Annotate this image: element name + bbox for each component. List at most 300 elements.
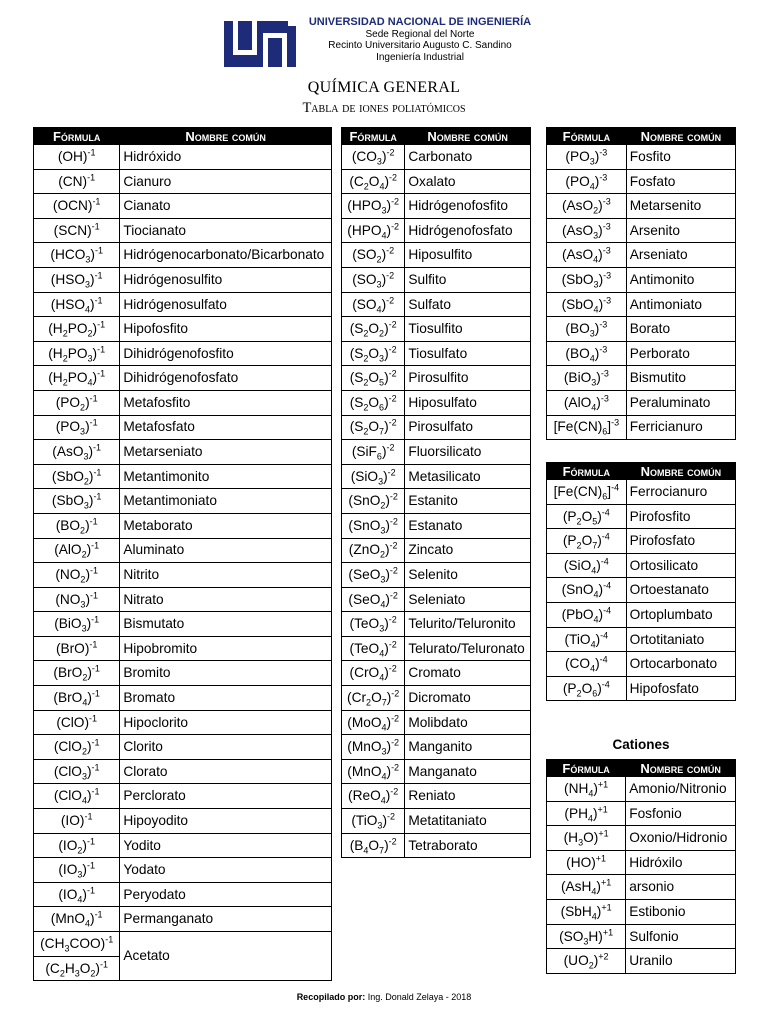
formula-cell: $(ClO_2)^{-1}$ bbox=[34, 735, 120, 760]
table-row bbox=[34, 366, 332, 391]
formula-cell: $(MnO_4)^{-2}$ bbox=[342, 759, 405, 784]
table-row bbox=[342, 833, 531, 858]
formula-cell: $[Fe(CN)_6]^{-3}$ bbox=[547, 415, 627, 440]
table-row bbox=[34, 686, 332, 711]
table-row bbox=[342, 612, 531, 637]
formula-cell: $(TiO_4)^{-4}$ bbox=[547, 627, 627, 652]
ion-table-monovalent bbox=[33, 127, 332, 981]
name-cell: Pirosulfito bbox=[405, 366, 531, 391]
formula-cell: $(SO_2)^{-2}$ bbox=[342, 243, 405, 268]
formula-cell: $(AsH_4)^{+1}$ bbox=[547, 875, 626, 900]
table-row bbox=[342, 145, 531, 170]
name-cell: Estanato bbox=[405, 513, 531, 538]
formula-cell: $(ZnO_2)^{-2}$ bbox=[342, 538, 405, 563]
name-cell: arsonio bbox=[626, 875, 736, 900]
col-header-name: Nombre común bbox=[120, 128, 332, 145]
name-cell: Cianato bbox=[120, 194, 332, 219]
name-cell: Ortoestanato bbox=[626, 578, 735, 603]
table-row bbox=[547, 529, 736, 554]
name-cell: Metasilicato bbox=[405, 464, 531, 489]
col-header-formula: Fórmula bbox=[547, 760, 626, 777]
formula-cell: $(NO_2)^{-1}$ bbox=[34, 563, 120, 588]
formula-cell: $(BO_4)^{-3}$ bbox=[547, 341, 627, 366]
name-cell: Peryodato bbox=[120, 882, 332, 907]
formula-cell: $(AlO_4)^{-3}$ bbox=[547, 390, 627, 415]
ion-table-trivalent bbox=[546, 127, 736, 440]
name-cell: Bismutato bbox=[120, 612, 332, 637]
table-row bbox=[547, 145, 736, 170]
name-cell: Metaborato bbox=[120, 513, 332, 538]
name-cell: Sulfonio bbox=[626, 924, 736, 949]
formula-cell: $(PO_3)^{-3}$ bbox=[547, 145, 627, 170]
table-row bbox=[547, 243, 736, 268]
table-row bbox=[34, 390, 332, 415]
name-cell: Ferrocianuro bbox=[626, 480, 735, 505]
table-row bbox=[34, 538, 332, 563]
formula-cell: $(SO_3)^{-2}$ bbox=[342, 267, 405, 292]
table-row bbox=[547, 317, 736, 342]
header-line-3: Ingeniería Industrial bbox=[376, 51, 464, 63]
formula-cell: $(TiO_3)^{-2}$ bbox=[342, 809, 405, 834]
name-cell: Fosfato bbox=[626, 169, 735, 194]
formula-cell: $(P_2O_6)^{-4}$ bbox=[547, 676, 627, 701]
table-row bbox=[34, 710, 332, 735]
header-line-2: Recinto Universitario Augusto C. Sandino bbox=[328, 40, 512, 51]
name-cell: Yodito bbox=[120, 833, 332, 858]
formula-cell: $(SbO_3)^{-3}$ bbox=[547, 267, 627, 292]
formula-cell: $(CO_4)^{-4}$ bbox=[547, 652, 627, 677]
table-row bbox=[34, 341, 332, 366]
formula-cell: $(PO_4)^{-3}$ bbox=[547, 169, 627, 194]
formula-cell: $(AsO_3)^{-1}$ bbox=[34, 440, 120, 465]
formula-cell: $(S_2O_6)^{-2}$ bbox=[342, 390, 405, 415]
formula-cell: $(ReO_4)^{-2}$ bbox=[342, 784, 405, 809]
name-cell: Acetato bbox=[120, 932, 332, 981]
name-cell: Hidrógenosulfito bbox=[120, 267, 332, 292]
formula-cell: $(BiO_3)^{-3}$ bbox=[547, 366, 627, 391]
table-row bbox=[547, 504, 736, 529]
name-cell: Hidrógenofosfato bbox=[405, 218, 531, 243]
formula-cell: $(AsO_2)^{-3}$ bbox=[547, 194, 627, 219]
footer-author: Ing. Donald Zelaya - 2018 bbox=[367, 992, 472, 1002]
page-subtitle: Tabla de iones poliatómicos bbox=[302, 100, 466, 116]
table-row bbox=[34, 292, 332, 317]
table-row bbox=[342, 636, 531, 661]
table-row bbox=[547, 169, 736, 194]
formula-cell: $(C_2H_3O_2)^{-1}$ bbox=[34, 956, 120, 981]
name-cell: Fluorsilicato bbox=[405, 440, 531, 465]
name-cell: Estanito bbox=[405, 489, 531, 514]
institution-header bbox=[300, 17, 540, 63]
formula-cell: $(SiO_4)^{-4}$ bbox=[547, 553, 627, 578]
formula-cell: $(S_2O_7)^{-2}$ bbox=[342, 415, 405, 440]
name-cell: Yodato bbox=[120, 858, 332, 883]
formula-cell: $(TeO_4)^{-2}$ bbox=[342, 636, 405, 661]
name-cell: Bromato bbox=[120, 686, 332, 711]
table-row bbox=[342, 440, 531, 465]
table-row bbox=[34, 661, 332, 686]
formula-cell: $(SnO_3)^{-2}$ bbox=[342, 513, 405, 538]
table-row bbox=[34, 440, 332, 465]
formula-cell: $(HSO_3)^{-1}$ bbox=[34, 267, 120, 292]
table-row bbox=[342, 194, 531, 219]
name-cell: Borato bbox=[626, 317, 735, 342]
table-row bbox=[342, 341, 531, 366]
table-row bbox=[34, 513, 332, 538]
table-row bbox=[342, 366, 531, 391]
formula-cell: $(H_3O)^{+1}$ bbox=[547, 826, 626, 851]
formula-cell: $(BiO_3)^{-1}$ bbox=[34, 612, 120, 637]
ion-table-divalent bbox=[341, 127, 531, 858]
table-row bbox=[34, 809, 332, 834]
table-row bbox=[547, 899, 736, 924]
table-row bbox=[342, 292, 531, 317]
name-cell: Ferricianuro bbox=[626, 415, 735, 440]
formula-cell: $(P_2O_5)^{-4}$ bbox=[547, 504, 627, 529]
formula-cell: $(SbO_4)^{-3}$ bbox=[547, 292, 627, 317]
table-row bbox=[34, 194, 332, 219]
table-row bbox=[34, 759, 332, 784]
name-cell: Hipoyodito bbox=[120, 809, 332, 834]
table-row bbox=[547, 390, 736, 415]
table-row bbox=[34, 587, 332, 612]
formula-cell: $(NH_4)^{+1}$ bbox=[547, 777, 626, 802]
name-cell: Permanganato bbox=[120, 907, 332, 932]
name-cell: Hidróxilo bbox=[626, 850, 736, 875]
formula-cell: $(S_2O_5)^{-2}$ bbox=[342, 366, 405, 391]
table-row bbox=[547, 676, 736, 701]
name-cell: Metafosfato bbox=[120, 415, 332, 440]
table-row bbox=[34, 415, 332, 440]
table-row bbox=[547, 341, 736, 366]
name-cell: Metarseniato bbox=[120, 440, 332, 465]
formula-cell: $(HPO_3)^{-2}$ bbox=[342, 194, 405, 219]
formula-cell: $(H_2PO_4)^{-1}$ bbox=[34, 366, 120, 391]
name-cell: Metafosfito bbox=[120, 390, 332, 415]
formula-cell: $(C_2O_4)^{-2}$ bbox=[342, 169, 405, 194]
formula-cell: $(BrO_2)^{-1}$ bbox=[34, 661, 120, 686]
name-cell: Seleniato bbox=[405, 587, 531, 612]
university-name: UNIVERSIDAD NACIONAL DE INGENIERÍA bbox=[308, 16, 532, 28]
formula-cell: $(HPO_4)^{-2}$ bbox=[342, 218, 405, 243]
col-header-name: Nombre común bbox=[626, 463, 735, 480]
table-row bbox=[342, 538, 531, 563]
table-row bbox=[34, 882, 332, 907]
name-cell: Hipofosfito bbox=[120, 317, 332, 342]
col-header-formula: Fórmula bbox=[547, 128, 627, 145]
name-cell: Telurito/Teluronito bbox=[405, 612, 531, 637]
name-cell: Ortotitaniato bbox=[626, 627, 735, 652]
table-row bbox=[547, 652, 736, 677]
name-cell: Hipobromito bbox=[120, 636, 332, 661]
formula-cell: (CN)$^{-1}$ bbox=[34, 169, 120, 194]
name-cell: Hidróxido bbox=[120, 145, 332, 170]
name-cell: Carbonato bbox=[405, 145, 531, 170]
table-row bbox=[547, 850, 736, 875]
name-cell: Bromito bbox=[120, 661, 332, 686]
name-cell: Hipoclorito bbox=[120, 710, 332, 735]
table-row bbox=[342, 169, 531, 194]
formula-cell: (BrO)$^{-1}$ bbox=[34, 636, 120, 661]
table-row bbox=[34, 907, 332, 932]
name-cell: Metarsenito bbox=[626, 194, 735, 219]
table-row bbox=[547, 602, 736, 627]
table-row bbox=[34, 317, 332, 342]
table-row bbox=[342, 587, 531, 612]
formula-cell: $(H_2PO_2)^{-1}$ bbox=[34, 317, 120, 342]
table-row bbox=[34, 612, 332, 637]
name-cell: Sulfito bbox=[405, 267, 531, 292]
formula-cell: $(PO_3)^{-1}$ bbox=[34, 415, 120, 440]
name-cell: Clorito bbox=[120, 735, 332, 760]
table-row bbox=[342, 686, 531, 711]
name-cell: Dihidrógenofosfato bbox=[120, 366, 332, 391]
formula-cell: $(SiO_3)^{-2}$ bbox=[342, 464, 405, 489]
formula-cell: (HO)$^{+1}$ bbox=[547, 850, 626, 875]
col-header-name: Nombre común bbox=[405, 128, 531, 145]
table-row bbox=[547, 292, 736, 317]
formula-cell: $(P_2O_7)^{-4}$ bbox=[547, 529, 627, 554]
table-row bbox=[342, 464, 531, 489]
formula-cell: $(HCO_3)^{-1}$ bbox=[34, 243, 120, 268]
formula-cell: $(SbO_3)^{-1}$ bbox=[34, 489, 120, 514]
formula-cell: $(PH_4)^{+1}$ bbox=[547, 801, 626, 826]
name-cell: Peraluminato bbox=[626, 390, 735, 415]
table-row bbox=[547, 627, 736, 652]
table-row bbox=[34, 267, 332, 292]
name-cell: Cianuro bbox=[120, 169, 332, 194]
table-row bbox=[547, 267, 736, 292]
table-row bbox=[34, 932, 332, 957]
table-row bbox=[34, 145, 332, 170]
table-row bbox=[342, 563, 531, 588]
formula-cell: $(SbH_4)^{+1}$ bbox=[547, 899, 626, 924]
formula-cell: $(AlO_2)^{-1}$ bbox=[34, 538, 120, 563]
table-row bbox=[34, 464, 332, 489]
name-cell: Dihidrógenofosfito bbox=[120, 341, 332, 366]
formula-cell: $(MnO_4)^{-1}$ bbox=[34, 907, 120, 932]
footer-credit bbox=[0, 992, 768, 1002]
formula-cell: $(H_2PO_3)^{-1}$ bbox=[34, 341, 120, 366]
table-row bbox=[342, 243, 531, 268]
table-row bbox=[547, 826, 736, 851]
name-cell: Perborato bbox=[626, 341, 735, 366]
name-cell: Zincato bbox=[405, 538, 531, 563]
table-row bbox=[34, 735, 332, 760]
table-row bbox=[34, 858, 332, 883]
table-row bbox=[547, 218, 736, 243]
table-row bbox=[342, 759, 531, 784]
name-cell: Ortocarbonato bbox=[626, 652, 735, 677]
name-cell: Hidrógenocarbonato/Bicarbonato bbox=[120, 243, 332, 268]
formula-cell: (IO)$^{-1}$ bbox=[34, 809, 120, 834]
table-row bbox=[547, 777, 736, 802]
formula-cell: $(UO_2)^{+2}$ bbox=[547, 949, 626, 974]
name-cell: Metatitaniato bbox=[405, 809, 531, 834]
formula-cell: $(BO_2)^{-1}$ bbox=[34, 513, 120, 538]
formula-cell: $(PbO_4)^{-4}$ bbox=[547, 602, 627, 627]
name-cell: Hidrógenosulfato bbox=[120, 292, 332, 317]
table-row bbox=[342, 489, 531, 514]
name-cell: Tiosulfato bbox=[405, 341, 531, 366]
table-row bbox=[547, 578, 736, 603]
formula-cell: $(CO_3)^{-2}$ bbox=[342, 145, 405, 170]
name-cell: Manganito bbox=[405, 735, 531, 760]
formula-cell: $(ClO_4)^{-1}$ bbox=[34, 784, 120, 809]
formula-cell: $(ClO_3)^{-1}$ bbox=[34, 759, 120, 784]
name-cell: Cromato bbox=[405, 661, 531, 686]
table-row bbox=[342, 218, 531, 243]
table-row bbox=[547, 194, 736, 219]
formula-cell: $(SnO_4)^{-4}$ bbox=[547, 578, 627, 603]
formula-cell: $(AsO_3)^{-3}$ bbox=[547, 218, 627, 243]
name-cell: Hiposulfito bbox=[405, 243, 531, 268]
name-cell: Hidrógenofosfito bbox=[405, 194, 531, 219]
name-cell: Dicromato bbox=[405, 686, 531, 711]
name-cell: Tiocianato bbox=[120, 218, 332, 243]
table-row bbox=[34, 243, 332, 268]
name-cell: Pirofosfato bbox=[626, 529, 735, 554]
name-cell: Ortoplumbato bbox=[626, 602, 735, 627]
cations-title: Cationes bbox=[612, 737, 670, 752]
table-row bbox=[342, 390, 531, 415]
name-cell: Amonio/Nitronio bbox=[626, 777, 736, 802]
table-row bbox=[547, 924, 736, 949]
name-cell: Hipofosfato bbox=[626, 676, 735, 701]
table-row bbox=[342, 784, 531, 809]
formula-cell: $(SbO_2)^{-1}$ bbox=[34, 464, 120, 489]
formula-cell: $(Cr_2O_7)^{-2}$ bbox=[342, 686, 405, 711]
name-cell: Aluminato bbox=[120, 538, 332, 563]
name-cell: Tetraborato bbox=[405, 833, 531, 858]
name-cell: Selenito bbox=[405, 563, 531, 588]
name-cell: Tiosulfito bbox=[405, 317, 531, 342]
name-cell: Estibonio bbox=[626, 899, 736, 924]
header-line-1: Sede Regional del Norte bbox=[365, 28, 475, 40]
formula-cell: (OCN)$^{-1}$ bbox=[34, 194, 120, 219]
name-cell: Oxalato bbox=[405, 169, 531, 194]
table-row bbox=[342, 735, 531, 760]
name-cell: Uranilo bbox=[626, 949, 736, 974]
formula-cell: $(IO_4)^{-1}$ bbox=[34, 882, 120, 907]
formula-cell: $(SO_4)^{-2}$ bbox=[342, 292, 405, 317]
formula-cell: (ClO)$^{-1}$ bbox=[34, 710, 120, 735]
table-row bbox=[342, 661, 531, 686]
formula-cell: $(NO_3)^{-1}$ bbox=[34, 587, 120, 612]
name-cell: Ortosilicato bbox=[626, 553, 735, 578]
formula-cell: $(IO_3)^{-1}$ bbox=[34, 858, 120, 883]
table-row bbox=[34, 218, 332, 243]
formula-cell: $(MoO_4)^{-2}$ bbox=[342, 710, 405, 735]
name-cell: Fosfito bbox=[626, 145, 735, 170]
formula-cell: $(SeO_3)^{-2}$ bbox=[342, 563, 405, 588]
table-row bbox=[342, 710, 531, 735]
table-row bbox=[547, 366, 736, 391]
formula-cell: $(HSO_4)^{-1}$ bbox=[34, 292, 120, 317]
col-header-name: Nombre común bbox=[626, 128, 735, 145]
page-title: QUÍMICA GENERAL bbox=[307, 79, 461, 96]
formula-cell: $(PO_2)^{-1}$ bbox=[34, 390, 120, 415]
footer-label: Recopilado por: bbox=[296, 992, 366, 1002]
formula-cell: $(MnO_3)^{-2}$ bbox=[342, 735, 405, 760]
name-cell: Oxonio/Hidronio bbox=[626, 826, 736, 851]
formula-cell: $(B_4O_7)^{-2}$ bbox=[342, 833, 405, 858]
name-cell: Manganato bbox=[405, 759, 531, 784]
table-row bbox=[547, 875, 736, 900]
table-row bbox=[547, 801, 736, 826]
name-cell: Antimonito bbox=[626, 267, 735, 292]
name-cell: Hiposulfato bbox=[405, 390, 531, 415]
table-row bbox=[342, 267, 531, 292]
name-cell: Pirofosfito bbox=[626, 504, 735, 529]
name-cell: Metantimonito bbox=[120, 464, 332, 489]
name-cell: Telurato/Teluronato bbox=[405, 636, 531, 661]
cation-table bbox=[546, 759, 736, 974]
col-header-formula: Fórmula bbox=[34, 128, 120, 145]
name-cell: Perclorato bbox=[120, 784, 332, 809]
name-cell: Bismutito bbox=[626, 366, 735, 391]
name-cell: Clorato bbox=[120, 759, 332, 784]
formula-cell: $(S_2O_3)^{-2}$ bbox=[342, 341, 405, 366]
table-row bbox=[34, 169, 332, 194]
name-cell: Antimoniato bbox=[626, 292, 735, 317]
formula-cell: $(AsO_4)^{-3}$ bbox=[547, 243, 627, 268]
table-row bbox=[547, 415, 736, 440]
formula-cell: $(BrO_4)^{-1}$ bbox=[34, 686, 120, 711]
formula-cell: $(SO_3H)^{+1}$ bbox=[547, 924, 626, 949]
formula-cell: $(BO_3)^{-3}$ bbox=[547, 317, 627, 342]
formula-cell: $(TeO_3)^{-2}$ bbox=[342, 612, 405, 637]
formula-cell: (OH)$^{-1}$ bbox=[34, 145, 120, 170]
formula-cell: $(CH_3COO)^{-1}$ bbox=[34, 932, 120, 957]
table-row bbox=[342, 513, 531, 538]
name-cell: Molibdato bbox=[405, 710, 531, 735]
col-header-name: Nombre común bbox=[626, 760, 736, 777]
table-row bbox=[34, 833, 332, 858]
table-row bbox=[342, 415, 531, 440]
table-row bbox=[547, 949, 736, 974]
col-header-formula: Fórmula bbox=[342, 128, 405, 145]
table-row bbox=[34, 636, 332, 661]
name-cell: Arseniato bbox=[626, 243, 735, 268]
formula-cell: (SCN)$^{-1}$ bbox=[34, 218, 120, 243]
formula-cell: $(IO_2)^{-1}$ bbox=[34, 833, 120, 858]
uni-logo-icon bbox=[224, 21, 296, 67]
table-row bbox=[547, 553, 736, 578]
name-cell: Nitrito bbox=[120, 563, 332, 588]
name-cell: Pirosulfato bbox=[405, 415, 531, 440]
table-row bbox=[34, 563, 332, 588]
table-row bbox=[547, 480, 736, 505]
table-row bbox=[342, 317, 531, 342]
table-row bbox=[34, 489, 332, 514]
formula-cell: $(SnO_2)^{-2}$ bbox=[342, 489, 405, 514]
name-cell: Nitrato bbox=[120, 587, 332, 612]
formula-cell: $[Fe(CN)_6]^{-4}$ bbox=[547, 480, 627, 505]
col-header-formula: Fórmula bbox=[547, 463, 627, 480]
name-cell: Metantimoniato bbox=[120, 489, 332, 514]
name-cell: Sulfato bbox=[405, 292, 531, 317]
table-row bbox=[342, 809, 531, 834]
formula-cell: $(SeO_4)^{-2}$ bbox=[342, 587, 405, 612]
formula-cell: $(CrO_4)^{-2}$ bbox=[342, 661, 405, 686]
table-row bbox=[34, 784, 332, 809]
name-cell: Reniato bbox=[405, 784, 531, 809]
ion-table-tetravalent bbox=[546, 462, 736, 701]
formula-cell: $(S_2O_2)^{-2}$ bbox=[342, 317, 405, 342]
formula-cell: $(SiF_6)^{-2}$ bbox=[342, 440, 405, 465]
name-cell: Fosfonio bbox=[626, 801, 736, 826]
